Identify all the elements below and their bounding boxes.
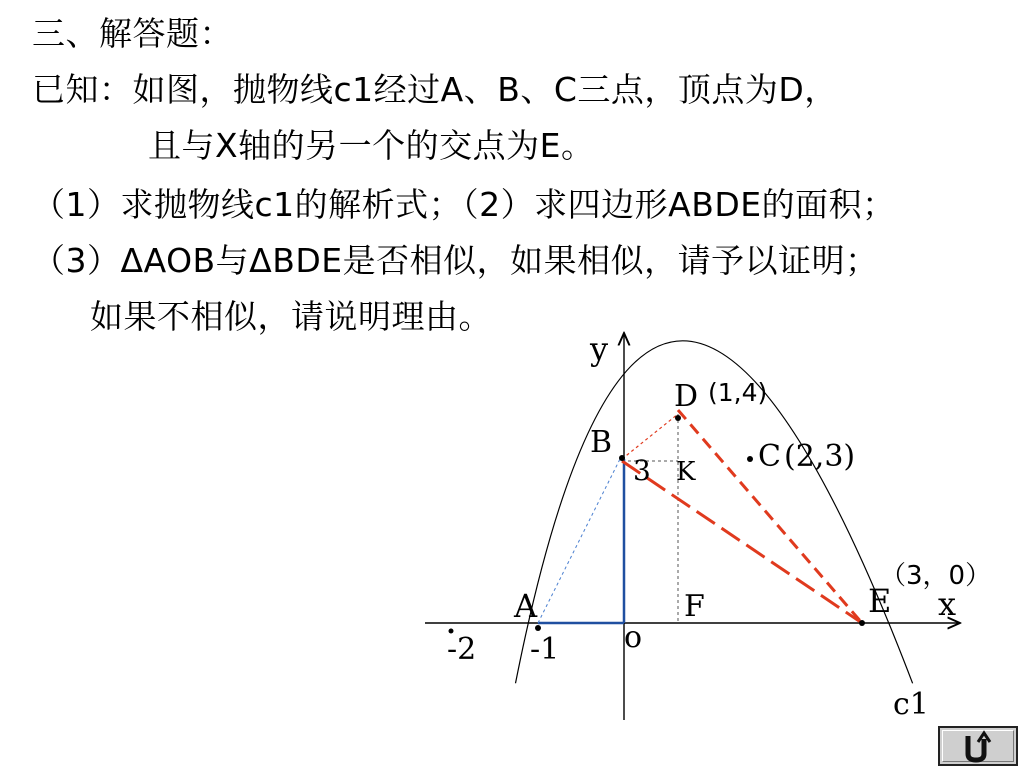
tick-label-y3: 3 bbox=[633, 454, 651, 487]
curve-label-c1: c1 bbox=[893, 687, 929, 722]
question-3a: （3）ΔAOB与ΔBDE是否相似，如果相似，请予以证明； bbox=[32, 241, 879, 280]
point-E-coords: （3，0） bbox=[880, 561, 992, 591]
point-D-label: D bbox=[674, 379, 699, 414]
segment-AB bbox=[538, 459, 620, 623]
point-D-dot bbox=[675, 415, 681, 421]
section-heading: 三、解答题： bbox=[32, 14, 233, 53]
tick-label-neg1: -1 bbox=[530, 632, 560, 667]
segment-BD bbox=[622, 414, 678, 459]
return-button[interactable] bbox=[938, 726, 1018, 766]
question-3b: 如果不相似，请说明理由。 bbox=[90, 297, 492, 336]
point-C-label: C bbox=[758, 439, 781, 474]
point-K-label: K bbox=[676, 457, 696, 487]
given-line-1: 已知：如图，抛物线c1经过A、B、C三点，顶点为D， bbox=[32, 70, 838, 109]
point-F-label: F bbox=[684, 589, 705, 624]
point-E-label: E bbox=[868, 582, 892, 620]
point-E-dot bbox=[859, 620, 865, 626]
y-axis-label: y bbox=[590, 330, 609, 368]
x-axis-label: x bbox=[938, 585, 957, 623]
point-B-dot bbox=[619, 455, 625, 461]
point-A-dot bbox=[535, 625, 541, 631]
return-icon bbox=[938, 726, 1018, 766]
question-1-2: （1）求抛物线c1的解析式；（2）求四边形ABDE的面积； bbox=[32, 185, 896, 224]
given-line-2: 且与X轴的另一个的交点为E。 bbox=[148, 126, 595, 165]
point-A-label: A bbox=[514, 587, 538, 625]
point-D-coords: (1,4) bbox=[708, 378, 768, 407]
origin-label: o bbox=[624, 620, 643, 655]
point-C-dot bbox=[747, 456, 753, 462]
point-B-label: B bbox=[590, 425, 613, 460]
tick-label-neg2: -2 bbox=[447, 632, 477, 667]
point-C-coords: (2,3) bbox=[784, 439, 856, 474]
